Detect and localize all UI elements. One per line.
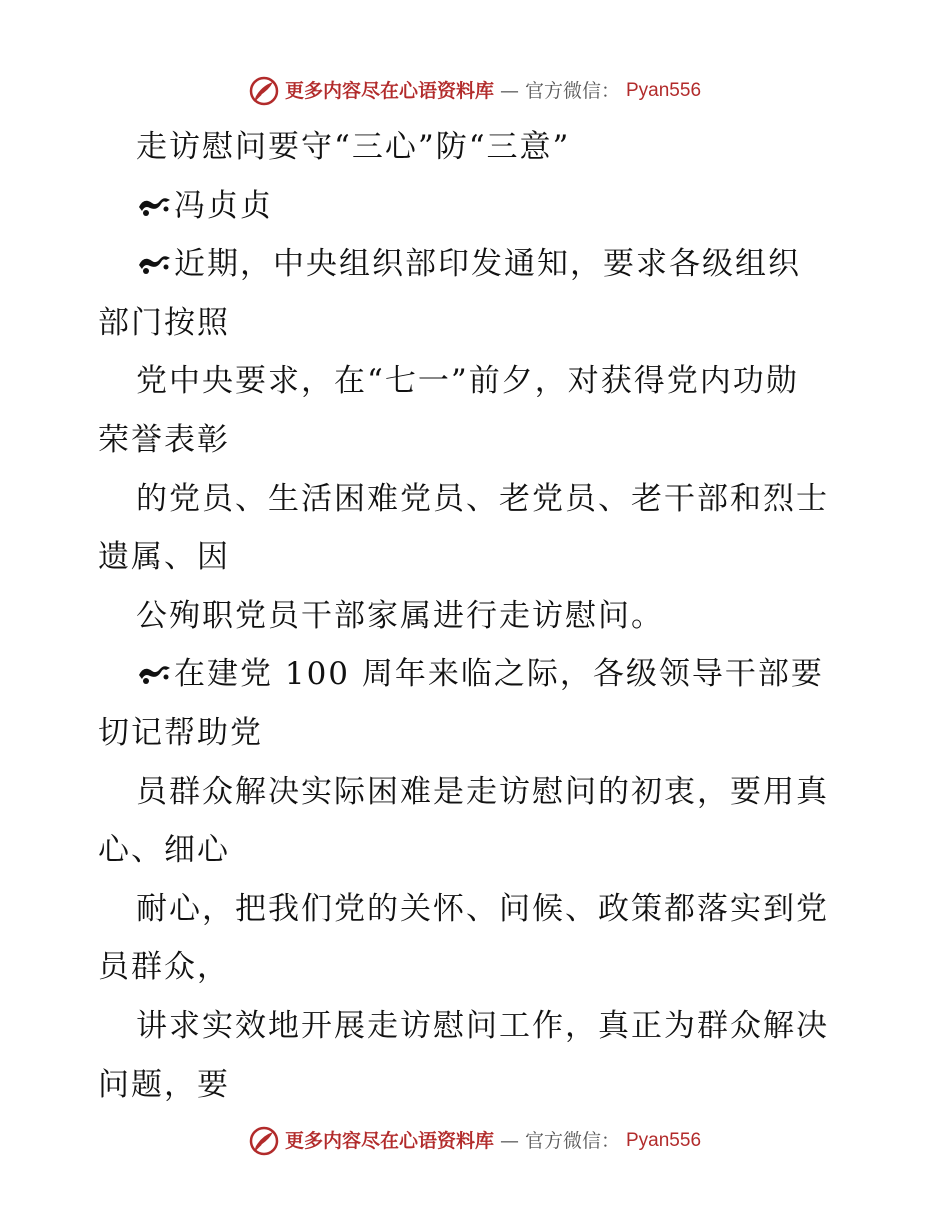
paragraph-line: 耐心，把我们党的关怀、问候、政策都落实到党 [136, 890, 829, 927]
header-watermark [0, 74, 950, 108]
paragraph-line: 讲求实效地开展走访慰问工作，真正为群众解决 [136, 1007, 829, 1044]
paragraph-text: 在建党 100 周年来临之际，各级领导干部要 [174, 656, 824, 693]
article-title: 走访慰问要守“三心”防“三意” [136, 129, 571, 165]
article-author [98, 177, 858, 236]
flourish-bullet-icon [136, 193, 174, 219]
footer-watermark [0, 1124, 950, 1158]
paragraph-line: 切记帮助党 [98, 714, 263, 751]
paragraph-line: 心、细心 [98, 832, 230, 869]
article-body [98, 118, 858, 1114]
paragraph-line [98, 235, 858, 294]
paragraph-line: 遗属、因 [98, 539, 230, 576]
paragraph-line: 员群众解决实际困难是走访慰问的初衷，要用真 [136, 773, 829, 810]
paragraph-line: 公殉职党员干部家属进行走访慰问。 [136, 597, 664, 634]
watermark-wechat-id: Pyan556 [626, 1130, 702, 1151]
watermark-separator: — [499, 1130, 519, 1152]
paragraph-line: 的党员、生活困难党员、老党员、老干部和烈士 [136, 480, 829, 517]
watermark-wechat-label: 官方微信： [524, 80, 620, 102]
watermark-site-text: 更多内容尽在心语资料库 [284, 1130, 494, 1152]
quill-logo-icon [249, 76, 279, 106]
quill-logo-icon [249, 1126, 279, 1156]
watermark-wechat-id: Pyan556 [626, 80, 702, 101]
flourish-bullet-icon [136, 251, 174, 277]
watermark-separator: — [499, 80, 519, 102]
paragraph-line: 员群众， [98, 949, 230, 986]
paragraph-line: 问题，要 [98, 1066, 230, 1103]
paragraph-line: 荣誉表彰 [98, 421, 230, 458]
paragraph-line [98, 645, 858, 704]
paragraph-text: 近期，中央组织部印发通知，要求各级组织 [174, 246, 801, 283]
paragraph-line: 部门按照 [98, 304, 230, 341]
watermark-site-text: 更多内容尽在心语资料库 [284, 80, 494, 102]
watermark-wechat-label: 官方微信： [524, 1130, 620, 1152]
paragraph-line: 党中央要求，在“七一”前夕，对获得党内功勋 [136, 363, 799, 400]
author-name: 冯贞贞 [174, 187, 273, 224]
flourish-bullet-icon [136, 661, 174, 687]
